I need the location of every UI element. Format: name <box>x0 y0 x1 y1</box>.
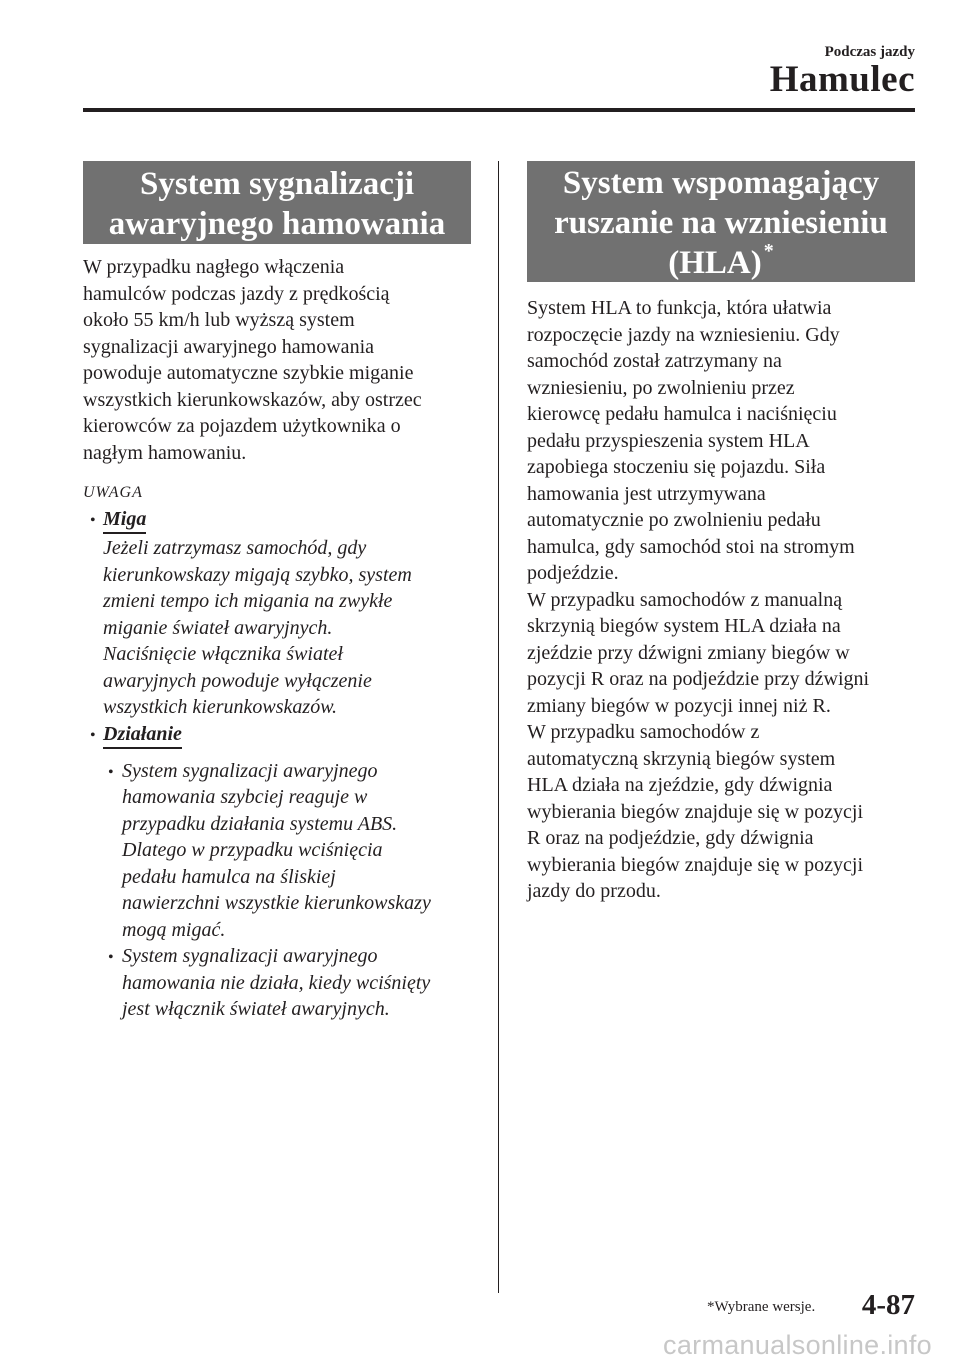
text-line: Jeżeli zatrzymasz samochód, gdy <box>103 537 367 559</box>
title-line-hla <box>531 240 911 283</box>
text-line: System HLA to funkcja, która ułatwia <box>527 297 832 319</box>
section-label: Podczas jazdy <box>824 44 915 60</box>
text-line: hamulca, gdy samochód stoi na stromym <box>527 535 855 558</box>
text-line: nawierzchni wszystkie kierunkowskazy <box>122 892 431 914</box>
text-line: kierowców za pojazdem użytkownika o <box>83 415 401 437</box>
text-line: Dlatego w przypadku wciśnięcia <box>122 839 383 861</box>
text-line: W przypadku samochodów z <box>527 721 760 743</box>
note-item-title: Działanie <box>103 722 182 749</box>
text-line: automatycznie po zwolnieniu pedału <box>527 509 821 531</box>
text-line: podjeździe. <box>527 562 619 584</box>
text-line: wybierania biegów znajduje się w pozycji <box>527 800 863 823</box>
text-line: W przypadku nagłego włączenia <box>83 256 345 278</box>
text-line: rozpoczęcie jazdy na wzniesieniu. Gdy <box>527 323 840 346</box>
text-line: System sygnalizacji awaryjnego <box>122 759 378 782</box>
text-line: Naciśnięcie włącznika świateł <box>103 643 343 665</box>
footer-note: *Wybrane wersje. <box>707 1299 816 1315</box>
text-line: automatyczną skrzynią biegów system <box>527 747 836 770</box>
text-line: sygnalizacji awaryjnego hamowania <box>83 335 374 358</box>
bullet-icon: • <box>108 763 114 781</box>
text-line: pedału hamulca na śliskiej <box>122 865 336 888</box>
text-line: pozycji R oraz na podjeździe przy dźwigni <box>527 668 870 690</box>
text-line: hamowania jest utrzymywana <box>527 482 766 505</box>
title-line: System sygnalizacji <box>139 166 415 202</box>
text-line: R oraz na podjeździe, gdy dźwignia <box>527 827 814 849</box>
text-line: hamowania nie działa, kiedy wciśnięty <box>122 971 431 994</box>
text-line: powoduje automatyczne szybkie miganie <box>83 362 414 384</box>
left-column <box>83 161 471 1023</box>
page-number: 4-87 <box>861 1289 915 1321</box>
column-divider <box>498 161 499 1293</box>
text-line: zmieni tempo ich migania na zwykłe <box>103 590 393 612</box>
bullet-icon: • <box>90 726 96 744</box>
operation-subitem-abs <box>83 758 471 944</box>
note-item-title: Miga <box>103 507 146 534</box>
text-line: W przypadku samochodów z manualną <box>527 588 843 611</box>
text-line: zjeździe przy dźwigni zmiany biegów w <box>527 641 850 664</box>
text-line: zmiany biegów w pozycji innej niż R. <box>527 694 831 717</box>
text-line: jest włącznik świateł awaryjnych. <box>122 998 390 1020</box>
text-line: System sygnalizacji awaryjnego <box>122 945 378 967</box>
text-line: jazdy do przodu. <box>527 880 661 902</box>
emergency-signal-intro <box>83 254 471 466</box>
chapter-title: Hamulec <box>769 59 915 100</box>
text-line: wybierania biegów znajduje się w pozycji <box>527 853 863 876</box>
text-line: miganie świateł awaryjnych. <box>103 616 333 639</box>
header-rule <box>83 108 915 112</box>
hla-body <box>527 295 915 905</box>
title-line: System wspomagający <box>562 165 880 201</box>
text-line: skrzynią biegów system HLA działa na <box>527 615 841 637</box>
text-line: zapobiega stoczeniu się pojazdu. Siła <box>527 456 826 478</box>
note-item-blinking <box>83 506 471 721</box>
text-line: nagłym hamowaniu. <box>83 441 247 464</box>
right-column <box>527 161 915 905</box>
emergency-signal-title <box>83 161 471 244</box>
text-line: wszystkich kierunkowskazów, aby ostrzec <box>83 388 422 411</box>
text-line: samochód został zatrzymany na <box>527 350 782 372</box>
text-line: około 55 km/h lub wyższą system <box>83 309 355 331</box>
text-line: wszystkich kierunkowskazów. <box>103 696 338 718</box>
watermark: carmanualsonline.info <box>663 1330 932 1360</box>
text-line: HLA działa na zjeździe, gdy dźwignia <box>527 774 833 796</box>
operation-subitem-hazard <box>83 943 471 1023</box>
note-item-operation <box>83 721 471 750</box>
bullet-icon: • <box>90 512 96 529</box>
title-line: ruszanie na wzniesieniu <box>554 205 888 241</box>
title-text: (HLA) <box>668 245 762 281</box>
text-line: mogą migać. <box>122 918 226 941</box>
title-line: awaryjnego hamowania <box>108 206 446 242</box>
note-heading: UWAGA <box>83 484 143 501</box>
bullet-icon: • <box>108 949 114 966</box>
text-line: wzniesieniu, po zwolnieniu przez <box>527 376 795 399</box>
text-line: kierowcę pedału hamulca i naciśnięciu <box>527 403 837 425</box>
text-line: kierunkowskazy migają szybko, system <box>103 563 412 586</box>
text-line: hamowania szybciej reaguje w <box>122 786 368 808</box>
optional-equipment-mark: * <box>763 240 774 262</box>
text-line: awaryjnych powoduje wyłączenie <box>103 669 372 692</box>
hla-title <box>527 161 915 282</box>
text-line: hamulców podczas jazdy z prędkością <box>83 282 390 305</box>
text-line: przypadku działania systemu ABS. <box>122 812 398 835</box>
text-line: pedału przyspieszenia system HLA <box>527 429 810 452</box>
